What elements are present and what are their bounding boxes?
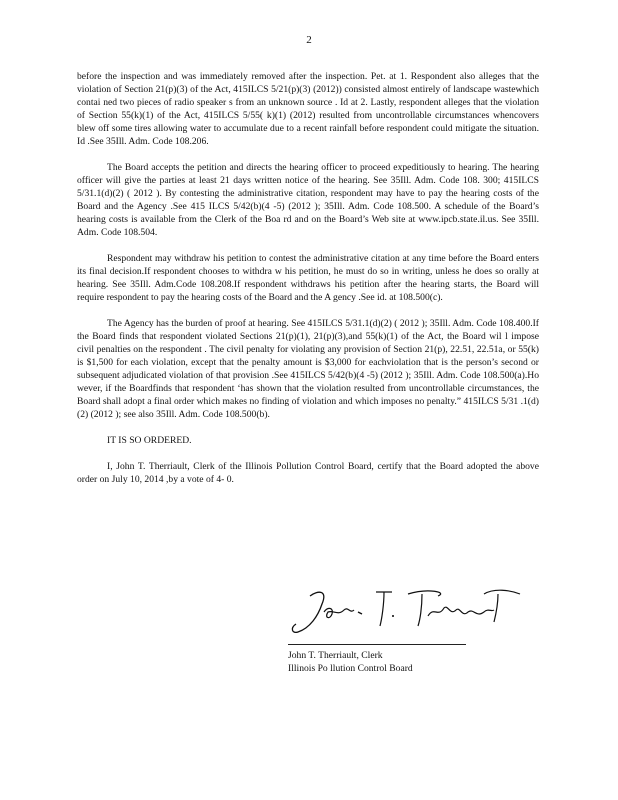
paragraph-allegations: before the inspection and was immediately removed after the inspection. Pet. at 1. Respondent also alleges that the violation of Section 21(p)(3) of the Act, 415ILCS 5/21(p)(3) (2012)) consisted almost entirely of landscape wastewhich contai ned two pieces of radio speaker s from an unknown source . Id at 2. Lastly, respondent alleges that the violation of Section 55(k)(1) of the Act, 415ILCS 5/55( k)(1) (2012) resulted from uncontrollable circumstances whencovers blew off some tires allowing water to accumulate due to a recent rainfall before respondent could mitigate the situation. Id .See 35Ill. Adm. Code 108.206. [77, 71, 539, 147]
signature-line [288, 644, 466, 645]
order-body [77, 70, 539, 499]
paragraph-burden-of-proof: The Agency has the burden of proof at hearing. See 415ILCS 5/31.1(d)(2) ( 2012 ); 35Ill. Adm. Code 108.400.If the Board finds that respondent violated Sections 21(p)(1), 21(p)(3),and 55(k)(1) of the Act, the Board wil l impose civil penalties on the respondent . The civil penalty for violating any provision of Section 21(p), 22.51, 22.51a, or 55(k) is $1,500 for each violation, except that the penalty amount is $3,000 for eachviolation that is the person’s second or subsequent adjudicated violation of that provision .See 415ILCS 5/42(b)(4 -5) (2012 ); 35Ill. Adm. Code 108.500(a).Ho wever, if the Boardfinds that respondent ‘has shown that the violation resulted from uncontrollable circumstances, the Board shall adopt a final order which makes no finding of violation and which imposes no penalty.” 415ILCS 5/31 .1(d)(2) (2012 ); see also 35Ill. Adm. Code 108.500(b). [77, 318, 539, 420]
ordered-statement: IT IS SO ORDERED. [107, 435, 192, 446]
page-number: 2 [306, 34, 312, 46]
signer-name: John T. Therriault, Clerk [288, 650, 383, 661]
clerk-certification: I, John T. Therriault, Clerk of the Illinois Pollution Control Board, certify that the Board adopted the above order on July 10, 2014 ,by a vote of 4- 0. [77, 461, 539, 485]
signature-block [288, 649, 413, 675]
paragraph-withdrawal: Respondent may withdraw his petition to contest the administrative citation at any time before the Board enters its final decision.If respondent chooses to withdra w his petition, he must do so in writing, unless he does so orally at hearing. See 35Ill. Adm.Code 108.208.If respondent withdraws his petition after the hearing starts, the Board will require respondent to pay the hearing costs of the Board and the A gency .See id. at 108.500(c). [77, 253, 539, 303]
paragraph-hearing: The Board accepts the petition and directs the hearing officer to proceed expeditiously to hearing. The hearing officer will give the parties at least 21 days written notice of the hearing. See 35Ill. Adm. Code 108. 300; 415ILCS 5/31.1(d)(2) ( 2012 ). By contesting the administrative citation, respondent may have to pay the hearing costs of the Board and the Agency .See 415 ILCS 5/42(b)(4 -5) (2012 ); 35Ill. Adm. Code 108.500. A schedule of the Board’s hearing costs is available from the Clerk of the Boa rd and on the Board’s Web site at www.ipcb.state.il.us. See 35Ill. Adm. Code 108.504. [77, 162, 539, 238]
signer-organization: Illinois Po llution Control Board [288, 663, 413, 674]
handwritten-signature [288, 582, 528, 637]
